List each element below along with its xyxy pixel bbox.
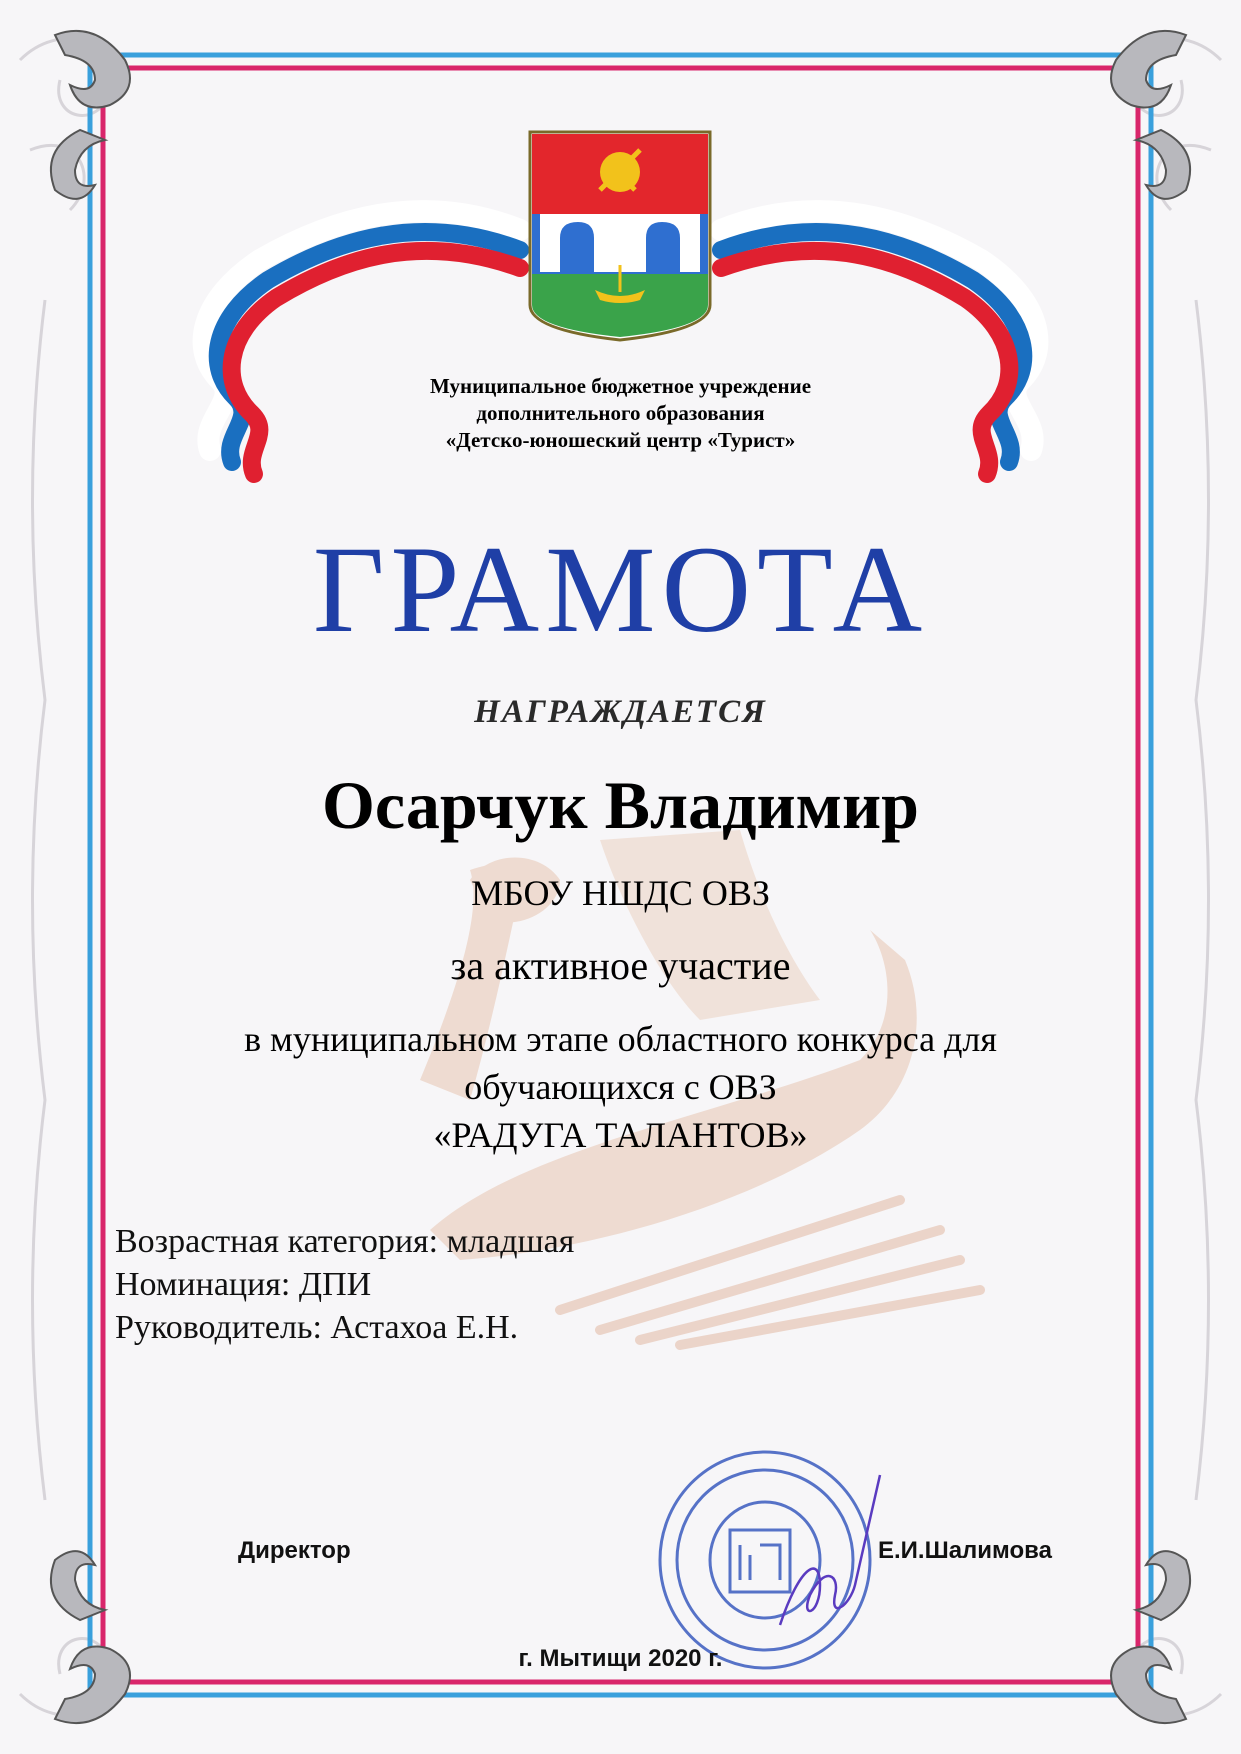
- footer-place-year: г. Мытищи 2020 г.: [518, 1645, 723, 1672]
- director-name: Е.И.Шалимова: [878, 1537, 1052, 1564]
- awarded-label: НАГРАЖДАЕТСЯ: [474, 694, 767, 730]
- school-name: МБОУ НШДС ОВЗ: [471, 873, 770, 913]
- organization-line-2: дополнительного образования: [476, 401, 765, 425]
- signature-position: Директор: [238, 1537, 351, 1564]
- certificate-title: ГРАМОТА: [312, 521, 929, 658]
- contest-line-3: «РАДУГА ТАЛАНТОВ»: [433, 1115, 808, 1155]
- nomination: Номинация: ДПИ: [115, 1266, 372, 1303]
- award-reason: за активное участие: [450, 943, 791, 988]
- award-details: [115, 1220, 574, 1349]
- contest-line-1: в муниципальном этапе областного конкурса для: [244, 1019, 997, 1059]
- official-stamp: [650, 1445, 910, 1675]
- contest-line-2: обучающихся с ОВЗ: [464, 1067, 777, 1107]
- age-category: Возрастная категория: младшая: [115, 1223, 575, 1260]
- recipient-name: Осарчук Владимир: [322, 767, 919, 843]
- organization-line-3: «Детско-юношеский центр «Турист»: [445, 428, 796, 452]
- supervisor: Руководитель: Астахоа Е.Н.: [115, 1309, 519, 1346]
- organization-line-1: Муниципальное бюджетное учреждение: [429, 374, 812, 398]
